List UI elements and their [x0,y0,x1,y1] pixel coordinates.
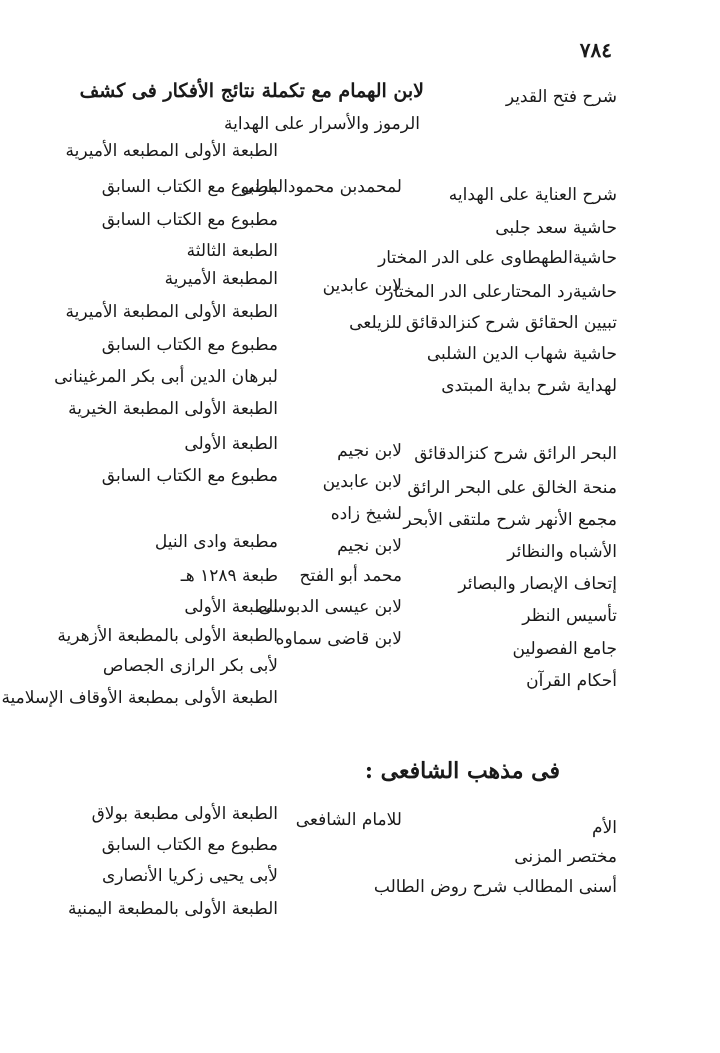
entry-title: الأشباه والنظائر [507,542,617,562]
entry-author-line1: لابن الهمام مع تكملة نتائج الأفكار فى كشف [79,80,424,102]
entry-title: حاشيةرد المحتارعلى الدر المختار [385,282,617,302]
entry-author: لابن عابدين [322,276,402,296]
entry-title: شرح العناية على الهدايه [448,185,617,205]
entry-edition: الطبعة الأولى [184,434,278,454]
entry-title: أحكام القرآن [526,671,617,691]
entry-author: لمحمدبن محمودالبارنى [240,177,402,197]
entry-edition: الطبعة الأولى بالمطبعة الأزهرية [57,626,278,646]
entry-title: حاشية شهاب الدين الشلبى [426,344,617,364]
entry-title: مختصر المزنى [514,847,617,867]
entry-author: لابن قاضى سماوه [275,629,402,649]
entry-title: تأسيس النظر [522,606,617,626]
page-number: ٧٨٤ [579,38,612,62]
entry-edition: مطبوع مع الكتاب السابق [101,335,278,355]
entry-title: منحة الخالق على البحر الرائق [407,478,617,498]
entry-edition: الطبعة الأولى مطبعة بولاق [91,804,278,824]
entry-author: محمد أبو الفتح [299,566,402,586]
entry-edition: مطبعة وادى النيل [154,532,278,552]
entry-edition: المطبعة الأميرية [164,269,278,289]
entry-edition: لبرهان الدين أبى بكر المرغينانى [54,367,278,387]
section-heading: فى مذهب الشافعى : [364,758,560,784]
entry-edition: مطبوع مع الكتاب السابق [101,177,278,197]
entry-edition: طبعة ١٢٨٩ هـ [180,566,278,586]
entry-edition: الطبعة الأولى المطبعة الأميرية [65,302,278,322]
entry-author: لابن عيسى الدبوسى [258,597,402,617]
entry-edition: الطبعة الأولى المطبعه الأميرية [65,141,278,161]
entry-edition: الطبعة الأولى بالمطبعة اليمنية [67,899,278,919]
entry-title: جامع الفصولين [512,639,617,659]
entry-title: أسنى المطالب شرح روض الطالب [373,877,617,897]
entry-author-line2: الرموز والأسرار على الهداية [224,114,420,134]
entry-edition: مطبوع مع الكتاب السابق [101,210,278,230]
entry-edition: مطبوع مع الكتاب السابق [101,466,278,486]
entry-title: مجمع الأنهر شرح ملتقى الأبحر [403,510,617,530]
entry-title: حاشيةالطهطاوى على الدر المختار [378,248,617,268]
entry-author: لشيخ زاده [330,504,402,524]
entry-title: إتحاف الإبصار والبصائر [458,574,617,594]
entry-title: لهداية شرح بداية المبتدى [441,376,617,396]
entry-author: لابن نجيم [337,536,402,556]
entry-edition: لأبى يحيى زكريا الأنصارى [102,866,278,886]
entry-edition: الطبعة الأولى [184,597,278,617]
entry-edition: مطبوع مع الكتاب السابق [101,835,278,855]
entry-title: الأم [592,818,617,838]
entry-edition: الطبعة الأولى بمطبعة الأوقاف الإسلامية [1,688,278,708]
entry-edition: الطبعة الأولى المطبعة الخيرية [68,399,278,419]
entry-title: حاشية سعد جلبى [495,218,617,238]
entry-title: البحر الرائق شرح كنزالدقائق [414,444,617,464]
entry-title: شرح فتح القدير [505,87,617,107]
entry-title: تبيين الحقائق شرح كنزالدقائق [405,313,617,333]
entry-author: للامام الشافعى [295,810,402,830]
entry-edition: لأبى بكر الرازى الجصاص [102,656,278,676]
entry-author: للزيلعى [349,313,402,333]
entry-author: لابن عابدين [322,472,402,492]
entry-edition: الطبعة الثالثة [186,241,278,261]
entry-author: لابن نجيم [337,441,402,461]
